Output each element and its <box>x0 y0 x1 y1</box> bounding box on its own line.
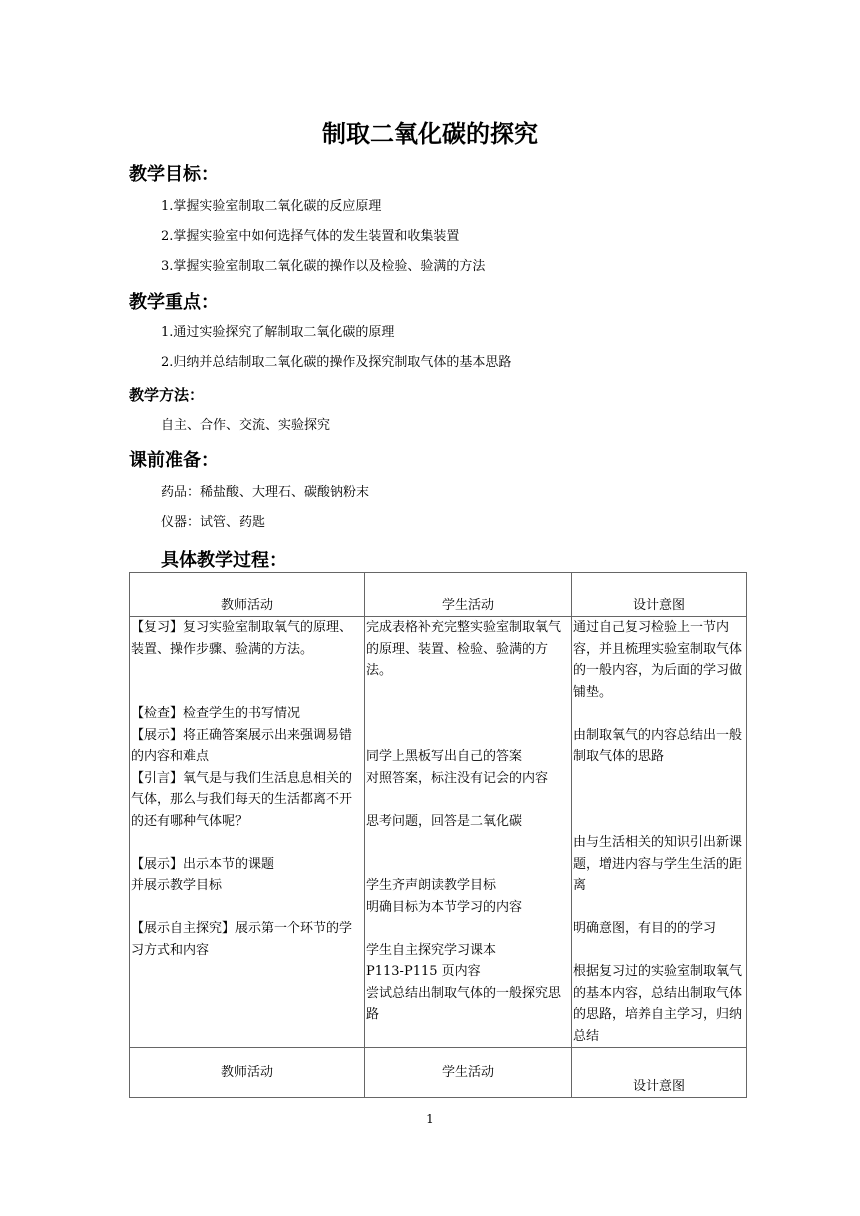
key-points-heading: 教学重点： <box>129 292 219 313</box>
methods-heading: 教学方法： <box>129 386 205 404</box>
student-activity-line <box>366 918 570 940</box>
teacher-activity-line <box>131 832 363 854</box>
teacher-activity-line: 【展示】出示本节的课题 <box>131 856 275 872</box>
column-header: 设计意图 <box>572 1048 747 1098</box>
design-intent-line: 由与生活相关的知识引出新课题，增进内容与学生生活的距离 <box>573 835 743 893</box>
student-activity-line <box>366 682 570 704</box>
student-activity-cell <box>365 617 572 1048</box>
design-intent-line <box>573 789 745 811</box>
document-title: 制取二氧化碳的探究 <box>322 120 538 148</box>
student-activity-line: 同学上黑板写出自己的答案 <box>366 749 523 764</box>
design-intent-line <box>573 768 745 790</box>
student-activity-line: 尝试总结出制取气体的一般探究思路 <box>366 985 562 1022</box>
design-intent-line: 由制取氧气的内容总结出一般制取气体的思路 <box>573 727 743 764</box>
table-footer-row <box>130 1048 747 1098</box>
process-heading: 具体教学过程： <box>161 550 287 571</box>
student-activity-line: 学生自主探究学习课本 <box>366 942 497 958</box>
teacher-activity-line <box>131 660 363 682</box>
student-activity-line: 学生齐声朗读教学目标 <box>366 878 497 893</box>
design-intent-cell <box>572 617 747 1048</box>
design-intent-line: 明确意图，有目的的学习 <box>573 921 717 936</box>
student-activity-line: 明确目标为本节学习的内容 <box>366 899 523 915</box>
student-activity-line: P113-P115 页内容 <box>366 964 481 979</box>
student-activity-line <box>366 725 570 747</box>
preparation-item: 仪器：试管、药匙 <box>161 515 266 530</box>
student-activity-line <box>366 703 570 725</box>
design-intent-line <box>573 897 745 919</box>
teacher-activity-line: 【复习】复习实验室制取氧气的原理、装置、操作步骤、验满的方法。 <box>131 620 353 657</box>
methods-text: 自主、合作、交流、实验探究 <box>161 418 331 433</box>
teacher-activity-line: 【展示】将正确答案展示出来强调易错的内容和难点 <box>131 727 353 764</box>
objective-item: 1.掌握实验室制取二氧化碳的反应原理 <box>161 199 382 214</box>
design-intent-line: 通过自己复习检验上一节内容，并且梳理实验室制取气体的一般内容，为后面的学习做铺垫。 <box>573 620 743 700</box>
teacher-activity-cell <box>130 617 365 1048</box>
teacher-activity-line: 【引言】氧气是与我们生活息息相关的气体，那么与我们每天的生活都离不开的还有哪种气体呢？ <box>131 770 353 829</box>
column-header: 学生活动 <box>365 1048 572 1098</box>
teacher-activity-line <box>131 682 363 704</box>
table-header-row <box>130 573 747 617</box>
column-header: 设计意图 <box>572 573 747 617</box>
teaching-process-table <box>129 572 747 1098</box>
key-point-item: 1.通过实验探究了解制取二氧化碳的原理 <box>161 325 395 340</box>
objective-item: 3.掌握实验室制取二氧化碳的操作以及检验、验满的方法 <box>161 259 486 274</box>
objective-item: 2.掌握实验室中如何选择气体的发生装置和收集装置 <box>161 229 460 244</box>
page-number: 1 <box>426 1112 434 1126</box>
column-header: 学生活动 <box>365 573 572 617</box>
teacher-activity-line: 并展示教学目标 <box>131 878 223 893</box>
student-activity-line <box>366 832 570 854</box>
student-activity-line: 思考问题，回答是二氧化碳 <box>366 813 523 829</box>
column-header: 教师活动 <box>130 1048 365 1098</box>
design-intent-line: 根据复习过的实验室制取氧气的基本内容，总结出制取气体的思路，培养自主学习，归纳总结 <box>573 964 743 1044</box>
design-intent-line <box>573 940 745 962</box>
key-point-item: 2.归纳并总结制取二氧化碳的操作及探究制取气体的基本思路 <box>161 355 512 370</box>
student-activity-line: 对照答案，标注没有记会的内容 <box>366 770 549 786</box>
teacher-activity-line: 【展示自主探究】展示第一个环节的学习方式和内容 <box>131 921 353 958</box>
table-row <box>130 617 747 1048</box>
teacher-activity-line: 【检查】检查学生的书写情况 <box>131 706 301 721</box>
objectives-heading: 教学目标： <box>129 164 219 185</box>
teacher-activity-line <box>131 897 363 919</box>
design-intent-line <box>573 811 745 833</box>
student-activity-line: 完成表格补充完整实验室制取氧气的原理、装置、检验、验满的方法。 <box>366 620 562 678</box>
student-activity-line <box>366 789 570 811</box>
preparation-heading: 课前准备： <box>129 450 219 471</box>
preparation-item: 药品：稀盐酸、大理石、碳酸钠粉末 <box>161 485 370 500</box>
column-header: 教师活动 <box>130 573 365 617</box>
student-activity-line <box>366 854 570 876</box>
design-intent-line <box>573 703 745 725</box>
